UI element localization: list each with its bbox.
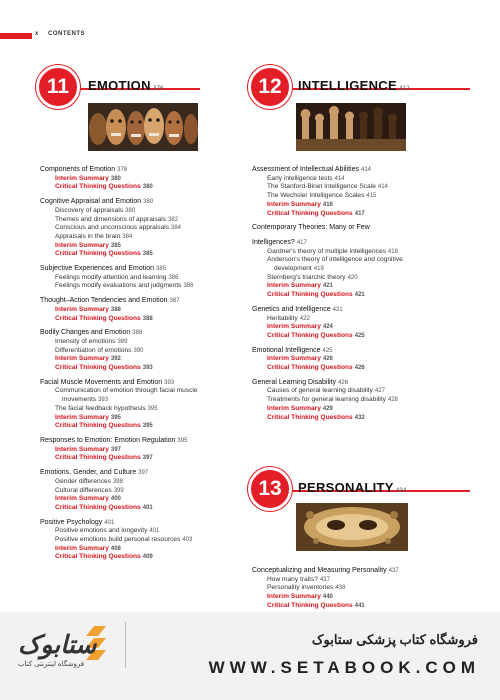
- toc-review-item: [252, 282, 452, 291]
- toc-page-number: 395: [177, 437, 188, 444]
- toc-entry-text: The facial feedback hypothesis: [55, 404, 146, 412]
- toc-entry-text: Communication of emotion through facial muscle: [55, 387, 198, 395]
- toc-review-item: [40, 355, 240, 364]
- toc-review-item: [252, 355, 452, 364]
- toc-entry-text: Gardner's theory of multiple intelligences: [267, 247, 386, 255]
- toc-entry-text: How many traits?: [267, 575, 318, 583]
- toc-entry-text: Critical Thinking Questions: [267, 209, 353, 217]
- toc-page-number: 421: [332, 306, 343, 313]
- toc-entry-text: Personality inventories: [267, 584, 334, 592]
- toc-subsection: [40, 396, 240, 405]
- toc-subsection: [40, 233, 240, 242]
- toc-entry-text: Contemporary Theories: Many or Few: [252, 224, 370, 232]
- toc-entry-text: Differentiation of emotions: [55, 346, 132, 354]
- chapter-11-page: 376: [152, 85, 164, 92]
- toc-section: [252, 306, 452, 315]
- toc-entry-text: Discovery of appraisals: [55, 206, 124, 214]
- toc-page-number: 440: [322, 594, 333, 601]
- toc-page-number: 401: [142, 504, 153, 511]
- toc-entry-text: The Wechsler Intelligence Scales: [267, 192, 365, 200]
- toc-section: [252, 379, 452, 388]
- footer-divider: [125, 622, 126, 668]
- toc-entry-text: Gender differences: [55, 477, 111, 485]
- chapter-12-contents: [252, 166, 452, 422]
- toc-entry-text: Interim Summary: [267, 355, 321, 363]
- toc-subsection: [252, 396, 452, 405]
- toc-entry-text: Themes and dimensions of appraisals: [55, 215, 167, 223]
- toc-entry-text: Interim Summary: [267, 593, 321, 601]
- toc-entry-text: The Stanford-Binet Intelligence Scale: [267, 183, 376, 191]
- toc-subsection: [252, 315, 452, 324]
- toc-subsection: [40, 216, 240, 225]
- toc-review-item: [40, 414, 240, 423]
- toc-page-number: 425: [354, 332, 365, 339]
- toc-entry-text: Interim Summary: [267, 404, 321, 412]
- toc-entry-text: Intelligences?: [252, 238, 295, 246]
- toc-subsection: [252, 175, 452, 184]
- toc-subsection: [252, 192, 452, 201]
- toc-entry-text: Cultural differences: [55, 486, 112, 494]
- toc-entry-text: Critical Thinking Questions: [55, 553, 141, 561]
- toc-entry-text: Interim Summary: [267, 282, 321, 290]
- toc-entry-text: Interim Summary: [55, 445, 109, 453]
- toc-page-number: 403: [182, 537, 193, 544]
- toc-entry-text: Conceptualizing and Measuring Personality: [252, 567, 387, 574]
- toc-entry-text: Treatments for general learning disability: [267, 396, 386, 404]
- toc-entry-text: Intensity of emotions: [55, 337, 116, 345]
- header-red-bar: [0, 33, 32, 39]
- toc-review-item: [40, 504, 240, 513]
- toc-page-number: 417: [354, 210, 365, 217]
- toc-review-item: [252, 593, 452, 602]
- toc-review-item: [40, 446, 240, 455]
- toc-entry-text: Positive emotions build personal resources: [55, 536, 181, 544]
- toc-entry-text: development: [274, 265, 312, 273]
- toc-entry-text: Cognitive Appraisal and Emotion: [40, 198, 142, 206]
- logo-subtitle: فروشگاه اینترنتی کتاب: [18, 661, 85, 668]
- chapter-12-chess-image: [296, 103, 406, 151]
- toc-page-number: 428: [387, 397, 398, 404]
- toc-section: [252, 224, 452, 233]
- chapter-11-number: 11: [36, 65, 80, 109]
- toc-page-number: 397: [110, 446, 121, 453]
- toc-section: [40, 166, 240, 175]
- toc-entry-text: Bodily Changes and Emotion: [40, 329, 131, 337]
- toc-entry-text: Interim Summary: [55, 241, 109, 249]
- toc-entry-text: Interim Summary: [267, 323, 321, 331]
- chapter-12-title: INTELLIGENCE 412: [298, 78, 410, 93]
- toc-entry-text: Thought–Action Tendencies and Emotion: [40, 297, 168, 305]
- toc-page-number: 414: [361, 167, 372, 173]
- toc-page-number: 395: [147, 405, 158, 412]
- toc-subsection: [252, 576, 452, 585]
- toc-page-number: 398: [112, 478, 123, 485]
- toc-entry-text: Feelings modify attention and learning: [55, 273, 167, 281]
- toc-page-number: 420: [347, 274, 358, 281]
- shop-name: فروشگاه کتاب پزشکی ستابوک: [311, 632, 478, 647]
- toc-entry-text: Interim Summary: [55, 495, 109, 503]
- toc-page-number: 426: [338, 379, 349, 386]
- toc-review-item: [40, 545, 240, 554]
- toc-review-item: [40, 454, 240, 463]
- chapter-12-page: 412: [398, 85, 410, 92]
- toc-page-number: 380: [110, 175, 121, 182]
- chapter-11-title: EMOTION 376: [88, 78, 164, 93]
- toc-section: [40, 297, 240, 306]
- toc-subsection: [40, 274, 240, 283]
- toc-review-item: [252, 364, 452, 373]
- toc-page-number: 414: [334, 175, 345, 182]
- toc-section: [40, 379, 240, 388]
- toc-page-number: 424: [322, 324, 333, 331]
- toc-page-number: 393: [164, 379, 175, 386]
- toc-entry-text: Emotional Intelligence: [252, 346, 321, 354]
- toc-entry-text: Positive emotions and longevity: [55, 527, 148, 535]
- toc-subsection: [40, 536, 240, 545]
- toc-page-number: 438: [335, 585, 346, 592]
- toc-entry-text: Critical Thinking Questions: [267, 364, 353, 372]
- toc-review-item: [252, 291, 452, 300]
- toc-page-number: 389: [117, 338, 128, 345]
- toc-subsection: [40, 207, 240, 216]
- toc-page-number: 426: [354, 365, 365, 372]
- toc-entry-text: Critical Thinking Questions: [55, 422, 141, 430]
- toc-entry-text: Critical Thinking Questions: [55, 503, 141, 511]
- toc-entry-text: Interim Summary: [55, 355, 109, 363]
- toc-entry-text: Interim Summary: [55, 174, 109, 182]
- toc-entry-text: Responses to Emotion: Emotion Regulation: [40, 436, 176, 444]
- toc-page-number: 437: [388, 568, 399, 574]
- toc-subsection: [40, 282, 240, 291]
- toc-review-item: [40, 553, 240, 562]
- toc-page-number: 426: [322, 356, 333, 363]
- toc-page-number: 380: [125, 207, 136, 214]
- toc-review-item: [252, 405, 452, 414]
- chapter-11-masks-image: [88, 103, 198, 151]
- toc-entry-text: Critical Thinking Questions: [55, 314, 141, 322]
- toc-subsection: [252, 248, 452, 257]
- toc-section: [40, 437, 240, 446]
- toc-review-item: [252, 323, 452, 332]
- toc-entry-text: movements: [62, 396, 97, 404]
- toc-page-number: 390: [133, 347, 144, 354]
- toc-page-number: 380: [142, 184, 153, 191]
- toc-entry-text: Causes of general learning disability: [267, 387, 373, 395]
- toc-entry-text: Critical Thinking Questions: [267, 601, 353, 609]
- toc-page-number: 385: [156, 266, 167, 273]
- chapter-11-contents: [40, 166, 240, 562]
- toc-entry-text: Critical Thinking Questions: [267, 331, 353, 339]
- toc-review-item: [40, 250, 240, 259]
- toc-entry-text: Heritability: [267, 314, 298, 322]
- toc-page-number: 418: [387, 248, 398, 255]
- toc-page-number: 419: [313, 266, 324, 273]
- toc-section: [40, 198, 240, 207]
- toc-section: [40, 265, 240, 274]
- toc-page-number: 382: [168, 216, 179, 223]
- toc-page-number: 400: [110, 496, 121, 503]
- page-number: x: [35, 31, 39, 37]
- chapter-13-carnival-mask-image: [296, 503, 408, 551]
- toc-subsection: [252, 387, 452, 396]
- toc-entry-text: Anderson's theory of intelligence and cognitive: [267, 256, 403, 264]
- toc-entry-text: Critical Thinking Questions: [267, 413, 353, 421]
- toc-page-number: 388: [142, 315, 153, 322]
- chapter-13-page: 434: [395, 487, 407, 494]
- toc-section: [252, 347, 452, 356]
- toc-entry-text: Critical Thinking Questions: [267, 291, 353, 299]
- toc-page-number: 384: [171, 225, 182, 232]
- toc-section: [252, 239, 452, 248]
- toc-page-number: 415: [366, 193, 377, 200]
- toc-entry-text: Assessment of Intellectual Abilities: [252, 166, 359, 173]
- toc-review-item: [252, 201, 452, 210]
- toc-subsection: [252, 256, 452, 265]
- toc-page-number: 437: [319, 576, 330, 583]
- toc-entry-text: Appraisals in the brain: [55, 232, 121, 240]
- toc-section: [40, 519, 240, 528]
- toc-page-number: 399: [113, 487, 124, 494]
- toc-page-number: 417: [296, 239, 307, 246]
- toc-review-item: [40, 306, 240, 315]
- toc-review-item: [40, 495, 240, 504]
- toc-page-number: 401: [149, 528, 160, 535]
- toc-subsection: [40, 527, 240, 536]
- toc-page-number: 427: [374, 388, 385, 395]
- toc-review-item: [252, 602, 452, 611]
- toc-page-number: 378: [117, 167, 128, 173]
- toc-entry-text: Interim Summary: [267, 200, 321, 208]
- shop-url[interactable]: WWW.SETABOOK.COM: [208, 658, 480, 677]
- toc-page-number: 395: [110, 414, 121, 421]
- toc-page-number: 421: [322, 283, 333, 290]
- toc-entry-text: Emotions, Gender, and Culture: [40, 469, 137, 477]
- toc-subsection: [252, 584, 452, 593]
- toc-page-number: 414: [377, 184, 388, 191]
- toc-page-number: 422: [299, 315, 310, 322]
- toc-review-item: [40, 364, 240, 373]
- toc-page-number: 392: [110, 356, 121, 363]
- toc-review-item: [252, 210, 452, 219]
- toc-subsection: [40, 387, 240, 396]
- toc-page-number: 385: [110, 242, 121, 249]
- toc-entry-text: Conscious and unconscious appraisals: [55, 224, 169, 232]
- toc-entry-text: Critical Thinking Questions: [55, 183, 141, 191]
- toc-review-item: [252, 332, 452, 341]
- toc-entry-text: Critical Thinking Questions: [55, 454, 141, 462]
- toc-entry-text: General Learning Disability: [252, 378, 337, 386]
- toc-page-number: 441: [354, 602, 365, 609]
- toc-section: [40, 329, 240, 338]
- toc-subsection: [252, 265, 452, 274]
- toc-subsection: [40, 347, 240, 356]
- toc-page-number: 387: [169, 298, 180, 305]
- chapter-13-number: 13: [248, 467, 292, 511]
- toc-subsection: [252, 274, 452, 283]
- toc-entry-text: Subjective Experiences and Emotion: [40, 265, 155, 273]
- toc-section: [40, 469, 240, 478]
- toc-page-number: 416: [322, 201, 333, 208]
- toc-entry-text: Interim Summary: [55, 544, 109, 552]
- toc-entry-text: Interim Summary: [55, 413, 109, 421]
- toc-page-number: 429: [322, 405, 333, 412]
- toc-section: [252, 166, 452, 175]
- toc-page-number: 397: [138, 470, 149, 477]
- toc-page-number: 397: [142, 455, 153, 462]
- toc-page-number: 385: [142, 251, 153, 258]
- toc-subsection: [40, 478, 240, 487]
- toc-review-item: [252, 414, 452, 423]
- toc-subsection: [40, 405, 240, 414]
- toc-entry-text: Components of Emotion: [40, 166, 116, 173]
- toc-page-number: 393: [142, 365, 153, 372]
- logo-text: ستابوک: [18, 631, 97, 659]
- toc-page-number: 388: [132, 330, 143, 337]
- toc-page-number: 386: [168, 274, 179, 281]
- toc-entry-text: Interim Summary: [55, 305, 109, 313]
- toc-entry-text: Positive Psychology: [40, 518, 103, 526]
- toc-review-item: [40, 422, 240, 431]
- toc-entry-text: Early intelligence tests: [267, 174, 333, 182]
- toc-entry-text: Sternberg's triarchic theory: [267, 273, 346, 281]
- toc-page-number: 386: [183, 283, 194, 290]
- toc-review-item: [40, 315, 240, 324]
- toc-entry-text: Genetics and Intelligence: [252, 305, 331, 313]
- toc-page-number: 384: [122, 233, 133, 240]
- toc-subsection: [40, 338, 240, 347]
- toc-page-number: 393: [98, 397, 109, 404]
- running-head: CONTENTS: [48, 31, 85, 37]
- toc-review-item: [40, 242, 240, 251]
- toc-page-number: 395: [142, 423, 153, 430]
- toc-subsection: [40, 487, 240, 496]
- toc-page-number: 388: [110, 306, 121, 313]
- toc-entry-text: Feelings modify evaluations and judgments: [55, 282, 182, 290]
- chapter-12-number: 12: [248, 65, 292, 109]
- toc-subsection: [252, 183, 452, 192]
- toc-page-number: 432: [354, 414, 365, 421]
- toc-page-number: 380: [143, 199, 154, 206]
- chapter-13-contents: [252, 567, 452, 611]
- toc-section: [252, 567, 452, 576]
- toc-entry-text: Critical Thinking Questions: [55, 250, 141, 258]
- chapter-13-title: PERSONALITY 434: [298, 480, 407, 495]
- toc-entry-text: Critical Thinking Questions: [55, 364, 141, 372]
- toc-page-number: 408: [110, 545, 121, 552]
- toc-entry-text: Facial Muscle Movements and Emotion: [40, 378, 163, 386]
- toc-page-number: 401: [104, 519, 115, 526]
- toc-page-number: 409: [142, 554, 153, 561]
- toc-page-number: 421: [354, 292, 365, 299]
- toc-page-number: 425: [322, 347, 333, 354]
- toc-review-item: [40, 183, 240, 192]
- toc-subsection: [40, 224, 240, 233]
- toc-review-item: [40, 175, 240, 184]
